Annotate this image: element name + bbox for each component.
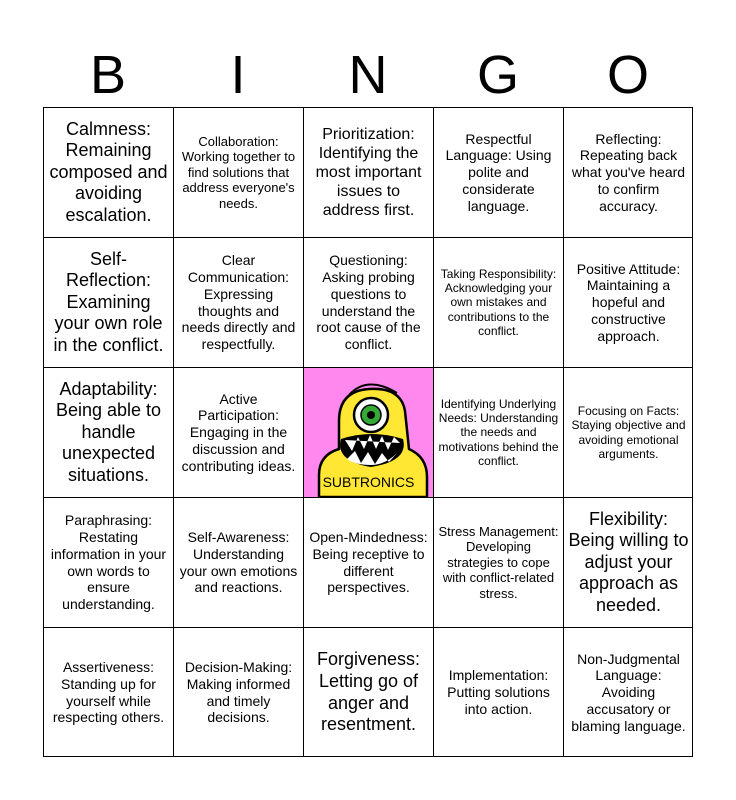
bingo-cell-text: Non-Judgmental Language: Avoiding accusatory or blaming language. bbox=[571, 650, 686, 734]
bingo-cell-text: Focusing on Facts: Staying objective and avoiding emotional arguments. bbox=[571, 403, 686, 461]
bingo-cell[interactable] bbox=[303, 497, 433, 627]
bingo-cell-text: Positive Attitude: Maintaining a hopeful and constructive approach. bbox=[576, 260, 681, 344]
bingo-cell[interactable] bbox=[563, 497, 693, 627]
bingo-cell-text: Flexibility: Being willing to adjust your approach as needed. bbox=[568, 508, 689, 615]
bingo-header bbox=[43, 44, 693, 106]
bingo-cell-text: Stress Management: Developing strategies to cope with conflict-related stress. bbox=[438, 523, 559, 601]
bingo-cell[interactable] bbox=[173, 497, 303, 627]
bingo-cell-text: Self-Awareness: Understanding your own emotions and reactions. bbox=[179, 528, 298, 596]
bingo-cell-text: Respectful Language: Using polite and considerate language. bbox=[445, 130, 552, 214]
bingo-cell[interactable] bbox=[433, 107, 563, 237]
bingo-cell-text: Calmness: Remaining composed and avoiding escalation. bbox=[49, 118, 168, 225]
bingo-cell[interactable] bbox=[433, 497, 563, 627]
bingo-cell[interactable] bbox=[173, 107, 303, 237]
bingo-cell-text: Assertiveness: Standing up for yourself while respecting others. bbox=[52, 658, 165, 726]
bingo-cell[interactable] bbox=[303, 107, 433, 237]
bingo-cell-text: Open-Mindedness: Being receptive to different perspectives. bbox=[309, 528, 428, 596]
bingo-cell[interactable] bbox=[43, 497, 173, 627]
free-space-label: SUBTRONICS bbox=[322, 474, 415, 491]
header-letter-g: G bbox=[476, 45, 519, 105]
bingo-cell[interactable] bbox=[563, 107, 693, 237]
bingo-cell[interactable] bbox=[303, 237, 433, 367]
header-letter-o: O bbox=[606, 45, 649, 105]
bingo-cell-text: Collaboration: Working together to find solutions that address everyone's needs. bbox=[181, 133, 296, 211]
bingo-cell[interactable] bbox=[173, 237, 303, 367]
bingo-cell[interactable] bbox=[563, 367, 693, 497]
bingo-cell-text: Taking Responsibility: Acknowledging your own mistakes and contributions to the conflict. bbox=[440, 266, 557, 339]
bingo-cell-text: Adaptability: Being able to handle unexpected situations. bbox=[55, 378, 162, 485]
bingo-cell[interactable] bbox=[433, 237, 563, 367]
bingo-cell[interactable] bbox=[43, 107, 173, 237]
bingo-cell-text: Self-Reflection: Examining your own role in the conflict. bbox=[53, 248, 164, 355]
bingo-cell[interactable] bbox=[303, 627, 433, 757]
bingo-cell-text: Identifying Underlying Needs: Understanding the needs and motivations behind the conflict. bbox=[438, 396, 559, 469]
bingo-cell-text: Implementation: Putting solutions into action. bbox=[447, 667, 550, 717]
bingo-cell[interactable] bbox=[173, 367, 303, 497]
bingo-cell[interactable] bbox=[563, 237, 693, 367]
bingo-cell-text: Active Participation: Engaging in the discussion and contributing ideas. bbox=[181, 390, 296, 474]
header-letter-i: I bbox=[230, 45, 246, 105]
bingo-cell-text: Reflecting: Repeating back what you've heard to confirm accuracy. bbox=[571, 130, 686, 214]
bingo-cell-text: Forgiveness: Letting go of anger and resentment. bbox=[316, 649, 421, 735]
bingo-cell-text: Clear Communication: Expressing thoughts and needs directly and respectfully. bbox=[181, 252, 296, 353]
bingo-cell[interactable] bbox=[563, 627, 693, 757]
bingo-cell-text: Questioning: Asking probing questions to understand the root cause of the conflict. bbox=[316, 252, 421, 353]
header-letter-b: B bbox=[89, 45, 127, 105]
bingo-cell[interactable] bbox=[43, 237, 173, 367]
bingo-cell[interactable] bbox=[43, 367, 173, 497]
bingo-cell[interactable] bbox=[173, 627, 303, 757]
header-letter-n: N bbox=[348, 45, 388, 105]
free-space-cell[interactable] bbox=[303, 367, 433, 497]
bingo-cell[interactable] bbox=[433, 627, 563, 757]
bingo-board bbox=[43, 107, 693, 757]
bingo-cell[interactable] bbox=[43, 627, 173, 757]
bingo-cell-text: Decision-Making: Making informed and timely decisions. bbox=[184, 658, 293, 726]
bingo-cell-text: Prioritization: Identifying the most important issues to address first. bbox=[315, 125, 422, 220]
bingo-cell-text: Paraphrasing: Restating information in your own words to ensure understanding. bbox=[50, 512, 167, 613]
bingo-cell[interactable] bbox=[433, 367, 563, 497]
